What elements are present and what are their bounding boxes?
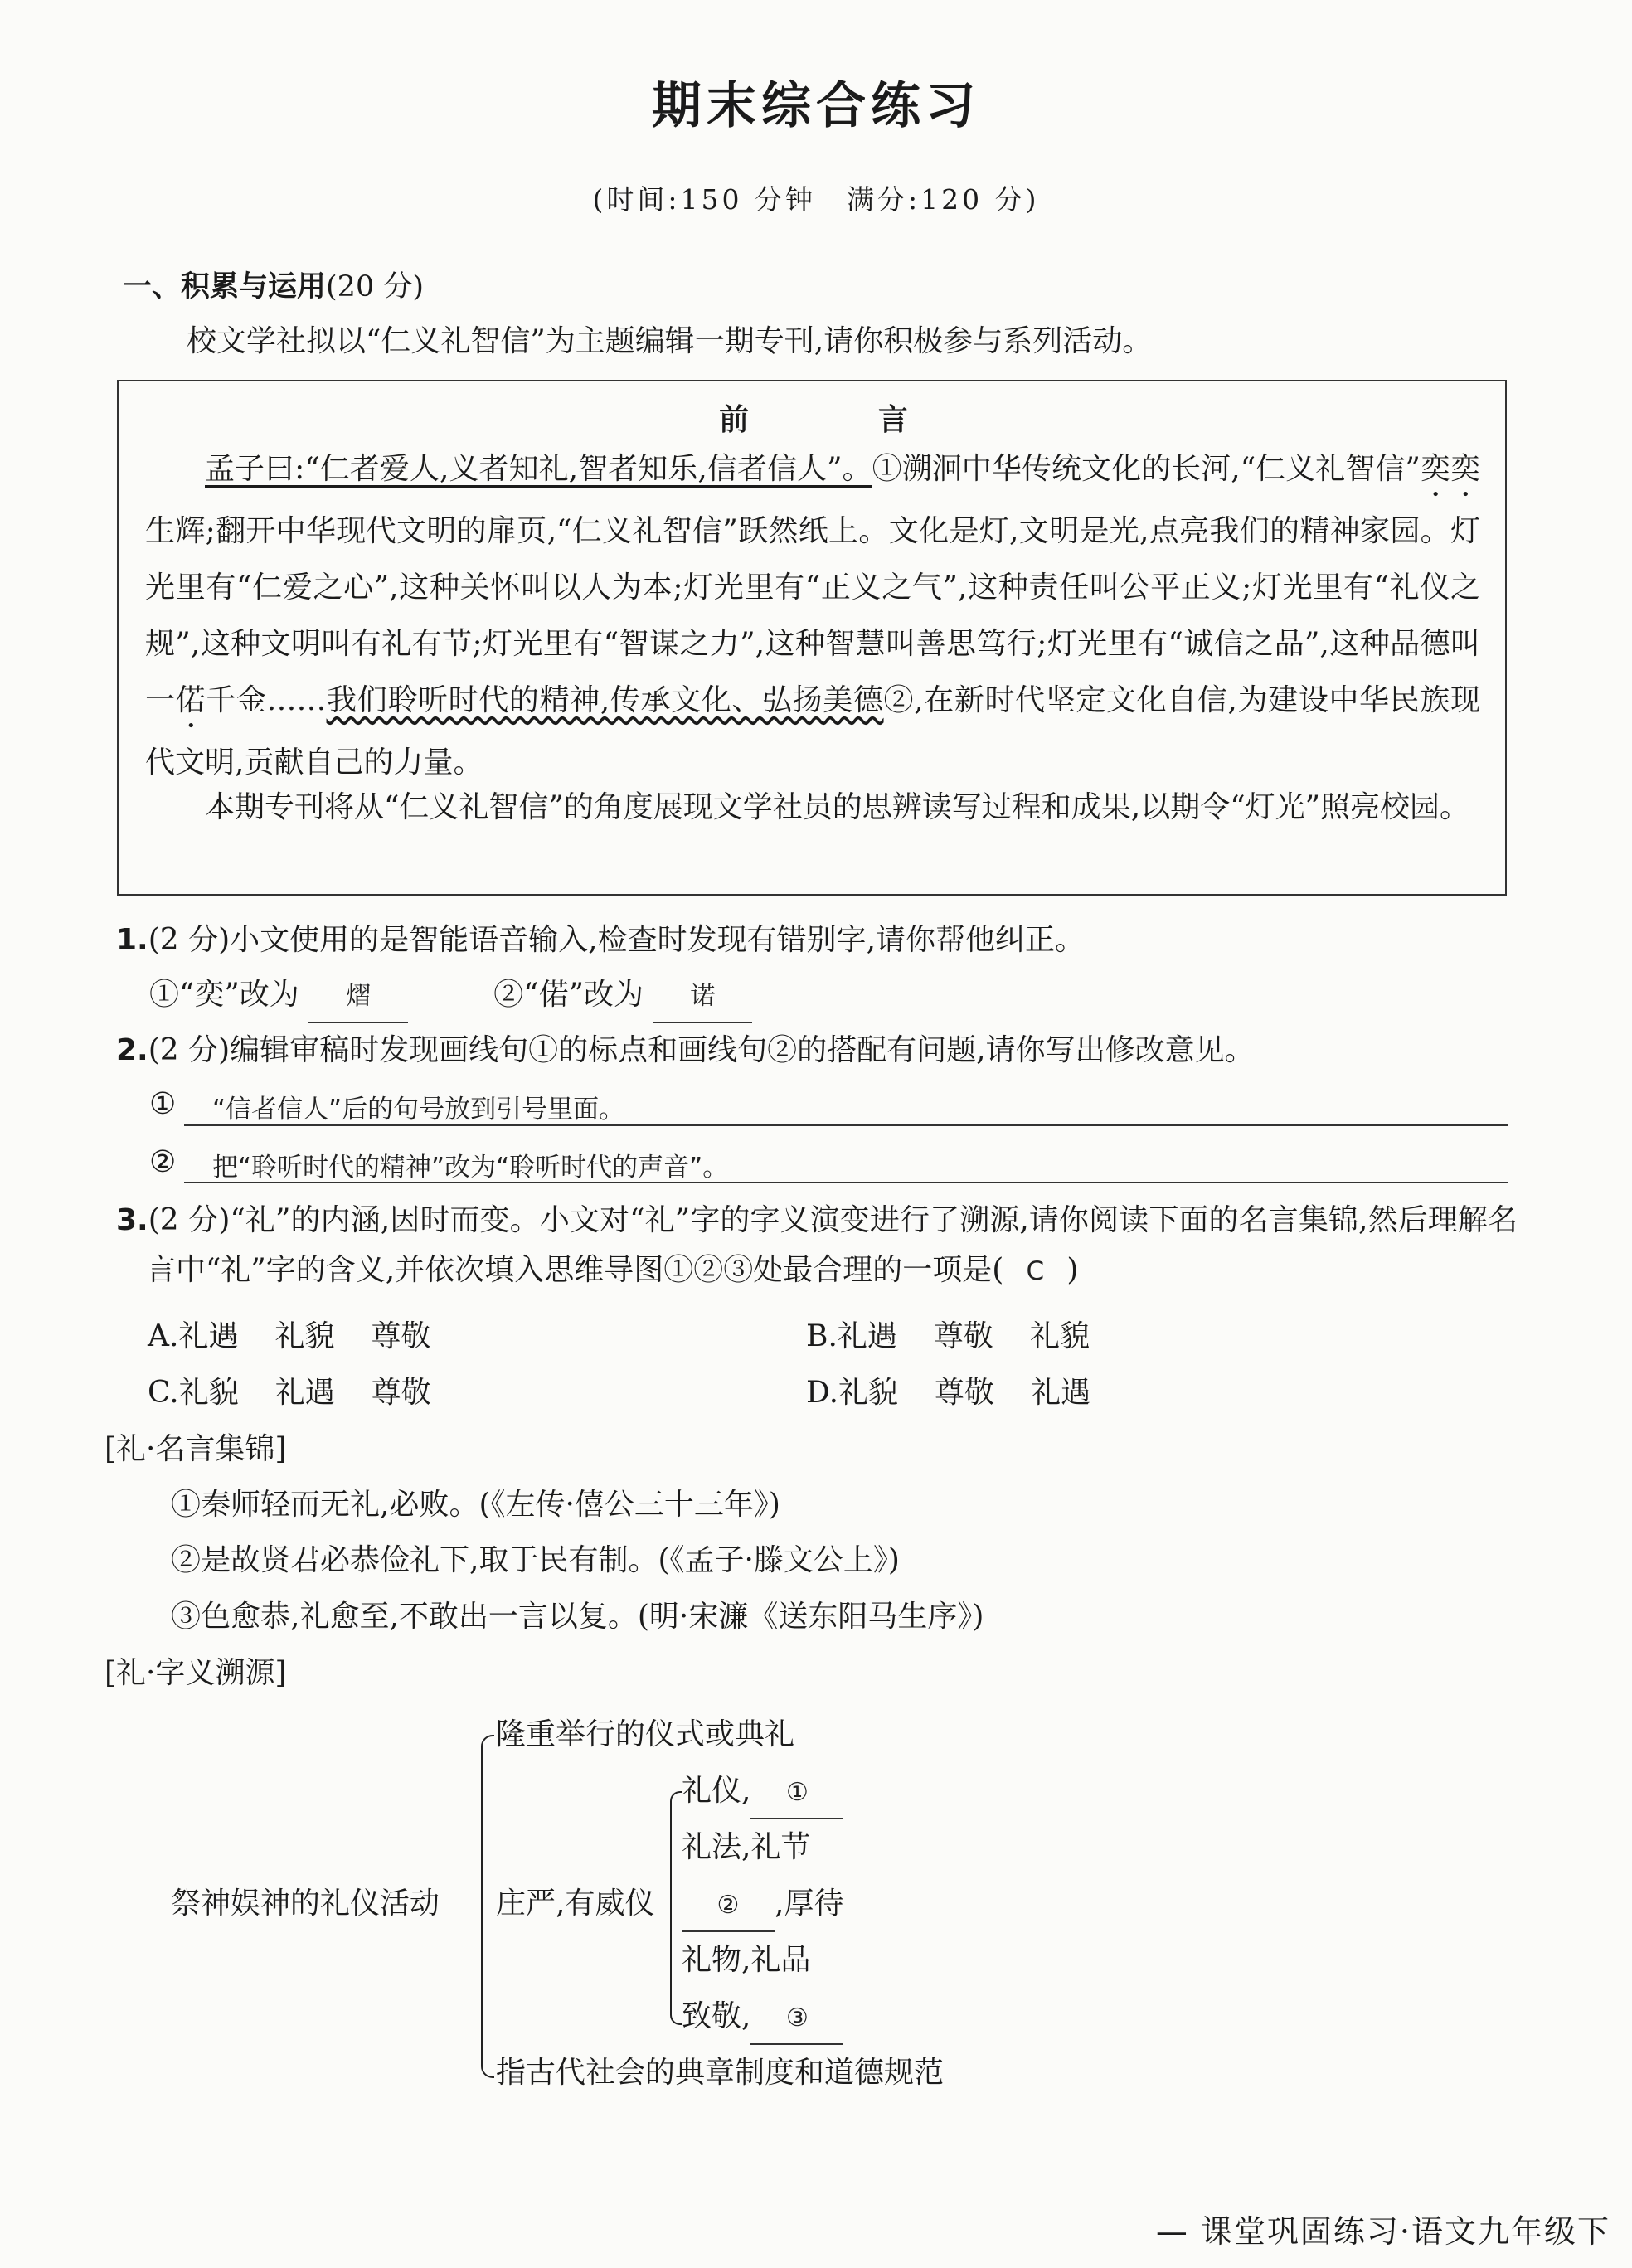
typo-ruo: 偌 [175, 683, 206, 717]
option-label: B. [806, 1319, 838, 1353]
option-word: 礼貌 [1029, 1319, 1090, 1353]
mindmap-bracket-main [481, 1735, 494, 2078]
preface-paragraph-2: 本期专刊将从“仁义礼智信”的角度展现文学社员的思辨读写过程和成果,以期令“灯光”照亮校园。 [205, 790, 1470, 824]
q1-item2-label: ②“偌”改为 [493, 978, 644, 1012]
option-word: 礼貌 [178, 1376, 239, 1410]
question-number: 2. [116, 1033, 148, 1067]
option-d [806, 1368, 1090, 1418]
question-2 [116, 1026, 1255, 1076]
preface-paragraph-1 [145, 441, 1480, 791]
q1-answers [149, 970, 752, 1023]
q1-answer-1: 熠 [308, 972, 408, 1023]
question-number: 3. [116, 1203, 148, 1237]
option-label: D. [806, 1376, 839, 1410]
option-word: 礼遇 [837, 1319, 897, 1353]
underlined-sentence-2: 我们聆听时代的精神,传承文化、弘扬美德 [326, 683, 884, 717]
mindmap-sub-3 [682, 1879, 843, 1932]
option-word: 尊敬 [371, 1376, 431, 1410]
option-word: 礼貌 [838, 1376, 899, 1410]
preface-box [117, 380, 1507, 896]
q2-answer-1: “信者信人”后的句号放到引号里面。 [212, 1095, 625, 1124]
marker-1: ① [872, 452, 902, 486]
section-label: 一、积累与运用 [123, 270, 327, 304]
preface-text-c: 千金…… [206, 683, 327, 717]
q3-answer: C [1026, 1256, 1045, 1286]
option-word: 礼遇 [178, 1319, 239, 1353]
option-label: A. [148, 1319, 179, 1353]
quote-item: ②是故贤君必恭俭礼下,取于民有制。(《孟子·滕文公上》) [171, 1543, 900, 1577]
mindmap-sub-text: ,厚待 [775, 1887, 844, 1921]
option-label: C. [148, 1376, 179, 1410]
typo-yi: 奕奕 [1420, 452, 1480, 486]
footer-text: 课堂巩固练习·语文九年级下 [1200, 2213, 1610, 2250]
mindmap-bracket-sub [670, 1791, 682, 2025]
option-word: 尊敬 [935, 1376, 995, 1410]
option-a [148, 1312, 431, 1362]
exam-time-score: (时间:150 分钟 满分:120 分) [592, 183, 1040, 216]
mindmap-blank-2: ② [682, 1881, 775, 1932]
q2-answer-2: 把“聆听时代的精神”改为“聆听时代的声音”。 [212, 1153, 729, 1183]
underlined-sentence-1: 孟子曰:“仁者爱人,义者知礼,智者知乐,信者信人”。 [205, 452, 872, 486]
option-word: 礼遇 [274, 1376, 335, 1410]
preface-text-a: 溯洄中华传统文化的长河,“仁义礼智信” [901, 452, 1421, 486]
mindmap-sub-1 [682, 1766, 843, 1819]
option-c [148, 1368, 431, 1418]
q2-answer-2-label: ② [149, 1145, 177, 1179]
section-points: (20 分) [326, 270, 424, 304]
question-text: (2 分)“礼”的内涵,因时而变。小文对“礼”字的字义演变进行了溯源,请你阅读下面的名言集锦,然后理解名言中“礼”字的含义,并依次填入思维导图①②③处最合理的一项是( [146, 1203, 1518, 1287]
page-title: 期末综合练习 [652, 77, 980, 135]
marker-2: ② [883, 683, 915, 717]
preface-text-b: 生辉;翻开中华现代文明的扉页,“仁义礼智信”跃然纸上。文化是灯,文明是光,点亮我们的精神家园。灯光里有“仁爱之心”,这种关怀叫以人为本;灯光里有“正义之气”,这种责任叫公平正义;灯光里有“礼仪之规”,这种文明叫有礼有节;灯光里有“智谋之力”,这种智慧叫善思笃行;灯光里有“诚信之品”,这种品德叫一 [145, 514, 1480, 717]
option-word: 尊敬 [371, 1319, 431, 1353]
question-text: (2 分)小文使用的是智能语音输入,检查时发现有错别字,请你帮他纠正。 [148, 923, 1086, 957]
q1-item1-label: ①“奕”改为 [149, 978, 299, 1012]
preface-text-d: ,在新时代坚定文化自信,为建设中华民族现代文明,贡献自己的力量。 [145, 683, 1480, 779]
mindmap-sub-text: 礼仪, [682, 1774, 751, 1808]
mindmap-blank-3: ③ [750, 1994, 843, 2045]
q2-answer-1-label: ① [149, 1087, 177, 1121]
option-word: 礼貌 [274, 1319, 335, 1353]
mindmap-blank-1: ① [750, 1768, 843, 1819]
mindmap-sub-4: 礼物,礼品 [682, 1943, 811, 1977]
question-text: (2 分)编辑审稿时发现画线句①的标点和画线句②的搭配有问题,请你写出修改意见。 [148, 1033, 1255, 1067]
answer-line [184, 1182, 1508, 1183]
mindmap-branch-top: 隆重举行的仪式或典礼 [496, 1717, 795, 1751]
option-b [806, 1312, 1090, 1362]
mindmap-root: 祭神娱神的礼仪活动 [171, 1887, 440, 1921]
mindmap-branch-bottom: 指古代社会的典章制度和道德规范 [496, 2056, 945, 2090]
quote-item: ③色愈恭,礼愈至,不敢出一言以复。(明·宋濂《送东阳马生序》) [171, 1600, 984, 1634]
question-close: ) [1066, 1253, 1079, 1287]
mindmap-branch-middle: 庄严,有威仪 [496, 1887, 655, 1921]
page-footer [1156, 2206, 1610, 2251]
mindmap-sub-5 [682, 1992, 843, 2045]
quote-item: ①秦师轻而无礼,必败。(《左传·僖公三十三年》) [171, 1488, 780, 1522]
intro-text: 校文学社拟以“仁义礼智信”为主题编辑一期专刊,请你积极参与系列活动。 [187, 324, 1153, 358]
quotes-heading: [礼·名言集锦] [104, 1432, 287, 1466]
question-1 [116, 915, 1085, 965]
answer-line [184, 1124, 1508, 1126]
footer-dash: — [1155, 2213, 1189, 2250]
mindmap-sub-2: 礼法,礼节 [682, 1830, 811, 1864]
question-3 [116, 1196, 1518, 1296]
question-number: 1. [116, 923, 148, 957]
q1-answer-2: 诺 [653, 972, 752, 1023]
preface-title: 前 言 [718, 402, 958, 437]
option-word: 尊敬 [933, 1319, 993, 1353]
mindmap-sub-text: 致敬, [682, 1999, 751, 2033]
etymology-heading: [礼·字义溯源] [104, 1656, 287, 1690]
option-word: 礼遇 [1031, 1376, 1091, 1410]
section-heading [123, 264, 424, 305]
